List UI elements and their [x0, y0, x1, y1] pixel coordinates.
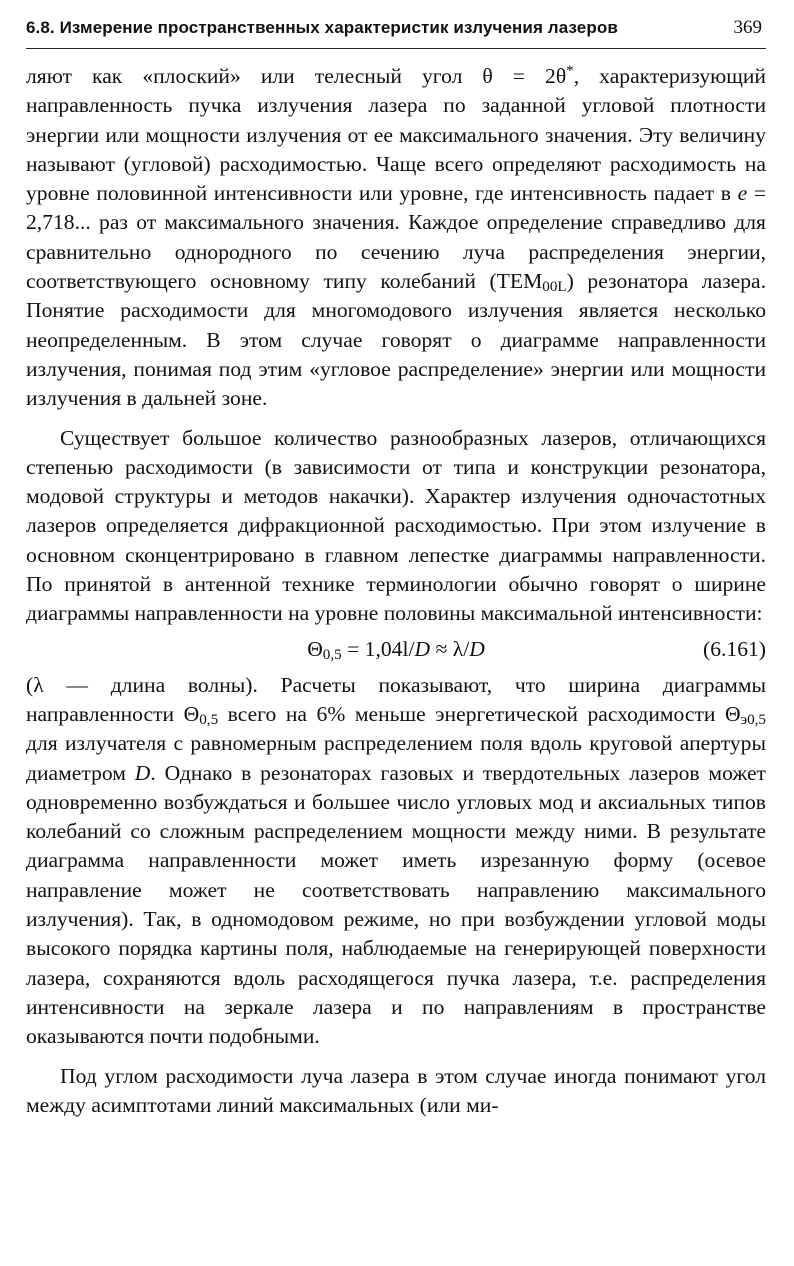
- p3-D: D: [134, 760, 151, 785]
- p3-text-3: для излучателя с равномерным распределением поля вдоль круговой апертуры диаметром: [26, 731, 766, 785]
- eq-lambda: λ: [452, 636, 464, 661]
- eq-slash-1: /: [408, 636, 415, 661]
- equation-6-161: [26, 635, 766, 667]
- e-symbol: e: [737, 181, 748, 206]
- p1-text-4: ) резонатора лазера. Понятие расходимости для многомодового излучения является несколько неопределенным. В этом случае говорят о диаграмме направленности излучения, понимая под этим «угловое распределение» энергии или мощности излучения в дальней зоне.: [26, 269, 767, 411]
- page-number: 369: [733, 17, 762, 38]
- paragraph-2: Существует большое количество разнообразных лазеров, отличающихся степенью расходимости (в зависимости от типа и конструкции резонатора, модовой структуры и методов накачки). Характер излучения одночастотных лазеров определяется дифракционной расходимостью. При этом излучение в основном сконцентрировано в главном лепестке диаграммы направленности. По принятой в антенной технике терминологии обычно говорят о ширине диаграммы направленности на уровне половины максимальной интенсивности:: [26, 425, 766, 626]
- eq-approx: ≈: [430, 636, 453, 661]
- paragraph-4: Под углом расходимости луча лазера в этом случае иногда понимают угол между асимптотами линий максимальных (или ми-: [26, 1063, 766, 1117]
- section-title: 6.8. Измерение пространственных характеристик излучения лазеров: [26, 18, 618, 37]
- p1-text-1: ляют как «плоский» или телесный угол θ = 2θ: [26, 64, 567, 88]
- theta-symbol: Θ: [307, 636, 323, 661]
- body-text: [26, 62, 766, 1120]
- paragraph-1: [26, 62, 766, 414]
- asterisk-mark: *: [566, 62, 574, 79]
- tem-subscript: 00L: [542, 279, 567, 296]
- eq-l: l: [402, 636, 409, 661]
- eq-slash-2: /: [463, 636, 470, 661]
- theta-subscript: 0,5: [322, 646, 342, 663]
- running-head: [26, 14, 766, 49]
- paragraph-3: [26, 671, 766, 1052]
- equation-number: (6.161): [703, 636, 766, 661]
- equation-expression: [26, 635, 766, 664]
- p3-sub-2: э0,5: [740, 711, 766, 728]
- p1-text-2: , характеризующий направленность пучка излучения лазера по заданной угловой плотности энергии или мощности излучения от ее максимального значения. Эту величину называют (угловой) расходимостью. Чаще всего определяют расходимость на уровне половинной интенсивности или уровне, где интенсивность падает в: [26, 64, 766, 206]
- eq-coefficient: = 1,04: [341, 636, 403, 661]
- eq-D-2: D: [469, 636, 485, 661]
- p3-sub-1: 0,5: [199, 711, 219, 728]
- p3-text-4: . Однако в резонаторах газовых и твердотельных лазеров может одновременно возбуждаться и большее число угловых мод и аксиальных типов колебаний со сложным распределением мощности между ними. В результате диаграмма направленности может иметь изрезанную форму (осевое направление может не соответствовать направлению максимального излучения). Так, в одномодовом режиме, но при возбуждении угловой моды высокого порядка картины поля, наблюдаемые на генерирующей поверхности лазера, сохраняются вдоль расходящегося пучка лазера, т.е. распределения интенсивности на зеркале лазера и по направлениям в пространстве оказываются почти подобными.: [26, 760, 766, 1049]
- eq-D-1: D: [414, 636, 431, 661]
- p1-text-3: = 2,718... раз от максимального значения. Каждое определение справедливо для сравнительно однородного по сечению луча распределения энергии, соответствующего основному типу колебаний (TEM: [26, 181, 767, 294]
- p3-text-1: (λ — длина волны). Расчеты показывают, что ширина диаграммы направленности Θ: [26, 672, 766, 726]
- p3-text-2: всего на 6% меньше энергетической расходимости Θ: [218, 701, 741, 726]
